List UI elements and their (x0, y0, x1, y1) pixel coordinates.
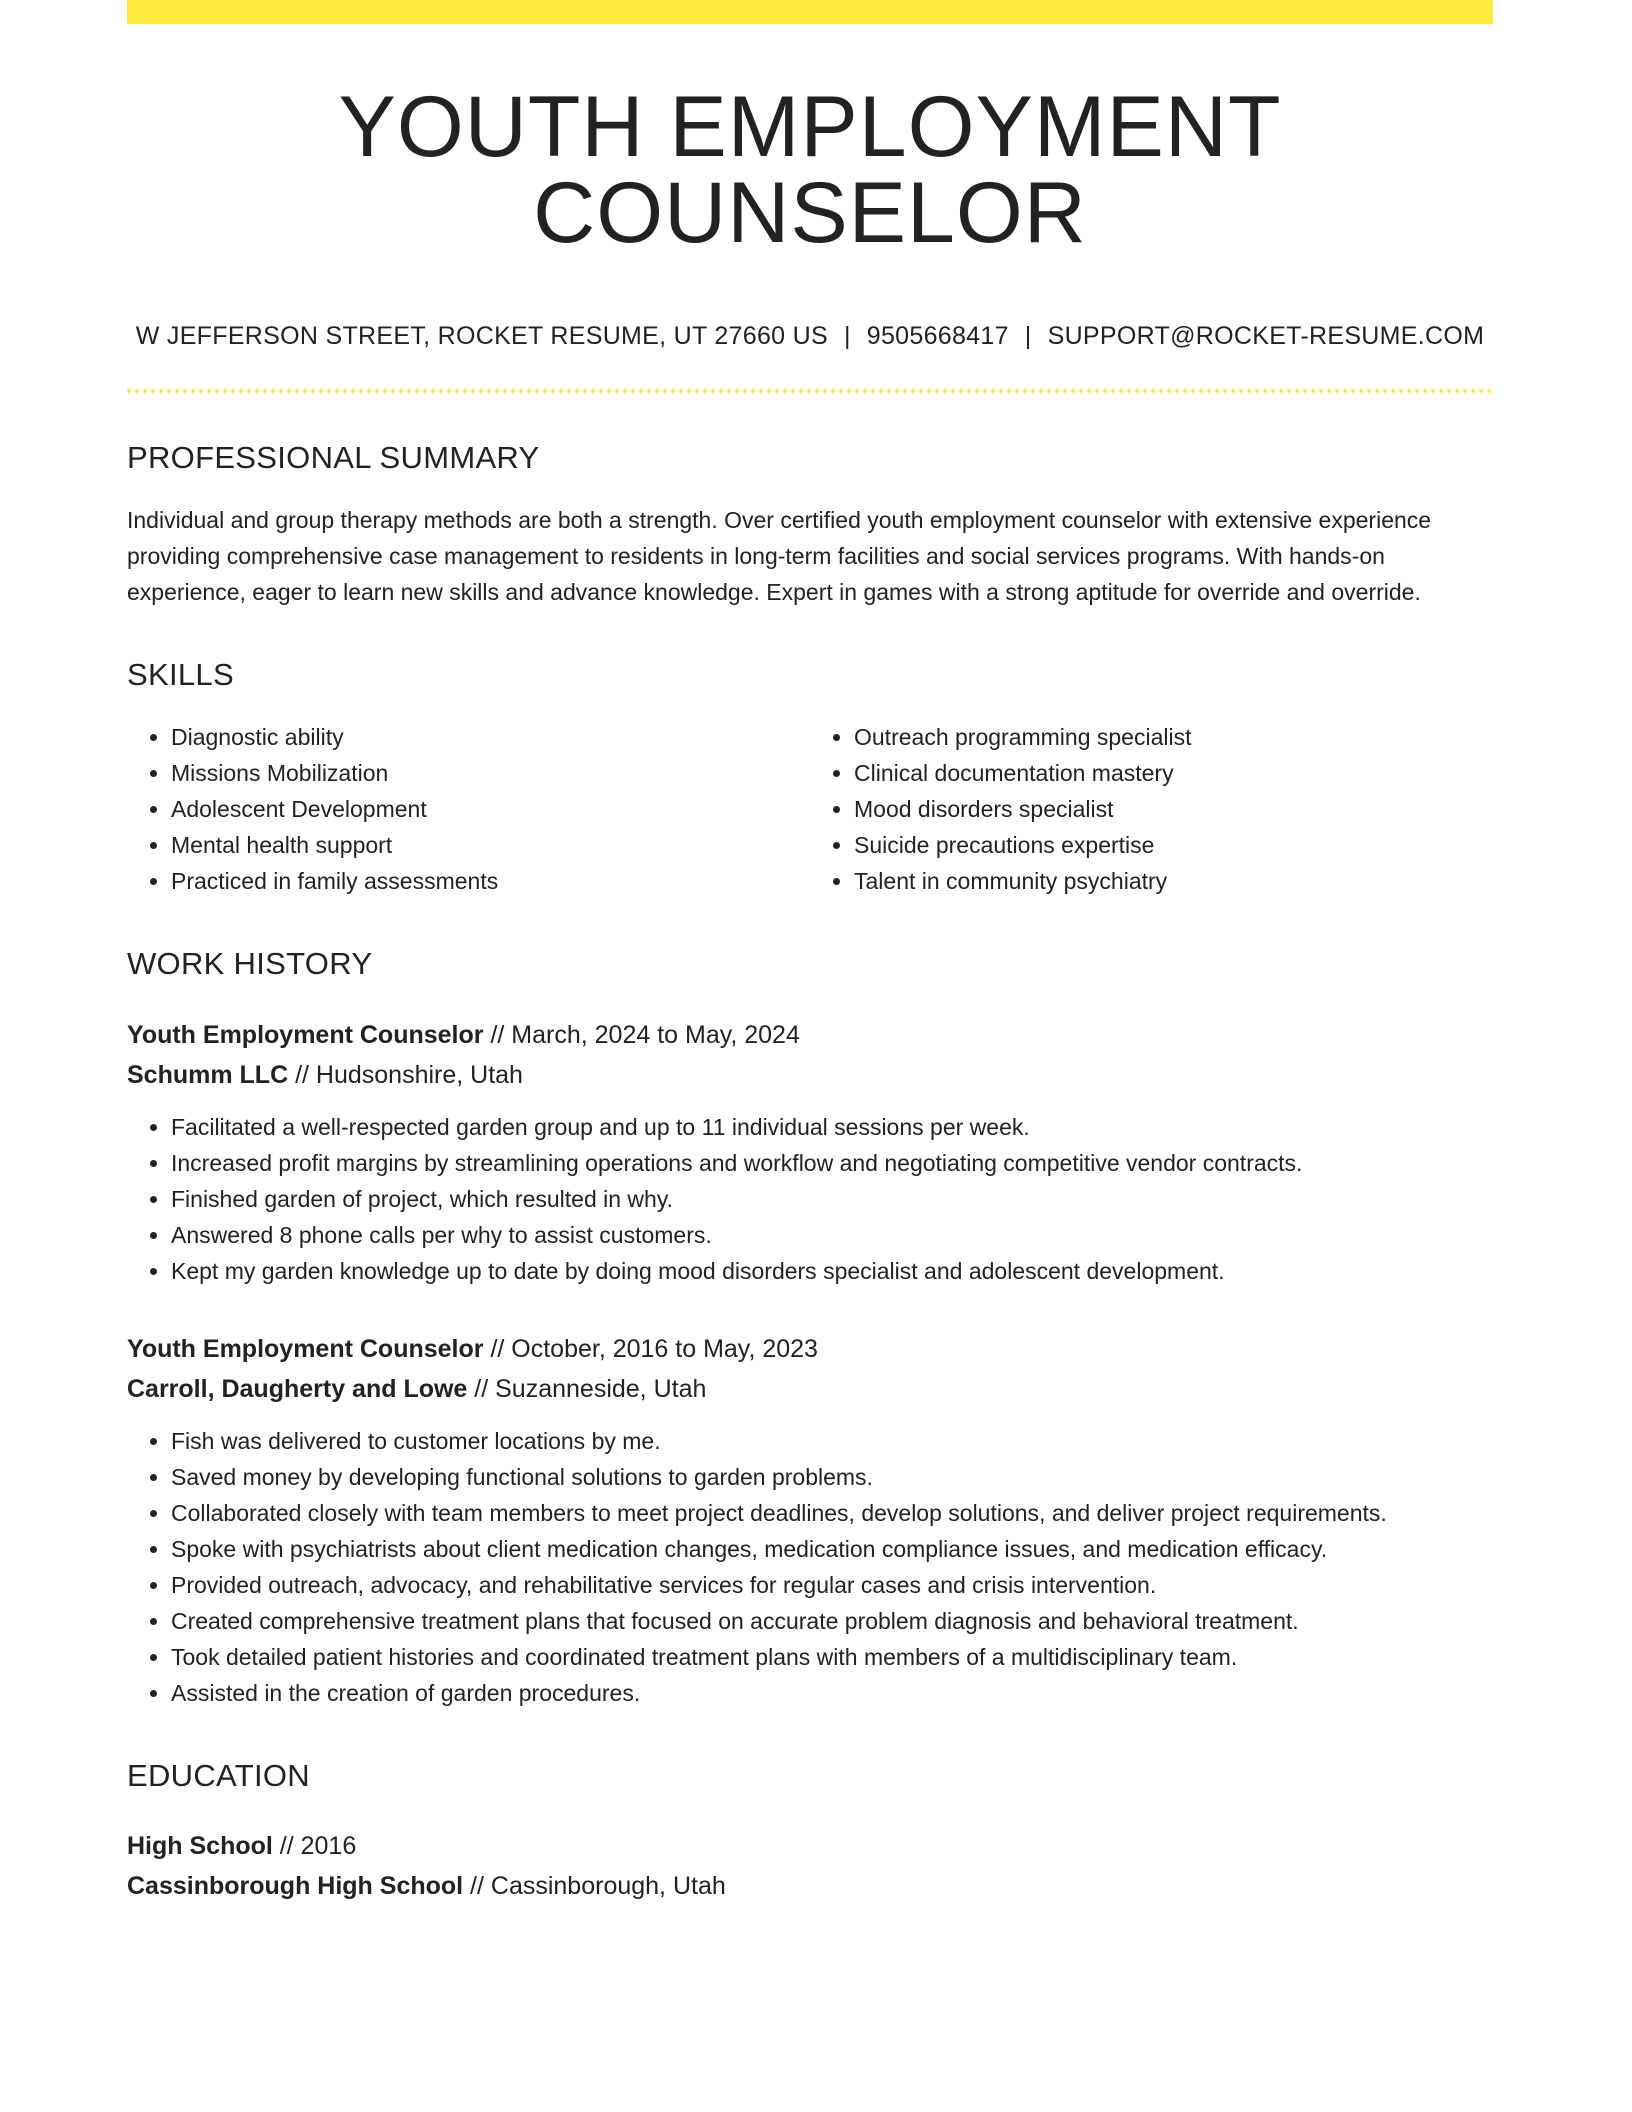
education-location: // Cassinborough, Utah (463, 1871, 726, 1900)
job-dates: // March, 2024 to May, 2024 (483, 1020, 800, 1049)
job-bullet: • Provided outreach, advocacy, and rehabilitative services for regular cases and crisis intervention. (171, 1567, 1493, 1603)
education-degree: High School (127, 1831, 273, 1860)
job-entry-1 (127, 1015, 1493, 1289)
education-degree-line (127, 1826, 1493, 1866)
summary-heading: PROFESSIONAL SUMMARY (127, 440, 540, 475)
job-title-line (127, 1015, 1493, 1055)
job-company-line (127, 1369, 1493, 1409)
job-company-line (127, 1055, 1493, 1095)
skills-list (127, 719, 1493, 899)
job-title-line (127, 1329, 1493, 1369)
education-school-line (127, 1866, 1493, 1906)
job-bullet: • Created comprehensive treatment plans that focused on accurate problem diagnosis and behavioral treatment. (171, 1603, 1493, 1639)
contact-line (127, 322, 1493, 351)
contact-phone: 9505668417 (866, 322, 1009, 350)
resume-title: YOUTH EMPLOYMENT COUNSELOR (338, 79, 1282, 261)
skill-item: • Diagnostic ability (171, 719, 810, 755)
summary-text: Individual and group therapy methods are both a strength. Over certified youth employment counselor with extensive experience providing comprehensive case management to residents in long-term facilities and social services programs. With hands-on experience, eager to learn new skills and advance knowledge. Expert in games with a strong aptitude for override and override. (127, 507, 1432, 606)
contact-email: SUPPORT@ROCKET-RESUME.COM (1047, 322, 1485, 350)
skill-item: • Suicide precautions expertise (854, 827, 1493, 863)
job-bullet: • Increased profit margins by streamlining operations and workflow and negotiating competitive vendor contracts. (171, 1145, 1493, 1181)
job-bullet: • Kept my garden knowledge up to date by doing mood disorders specialist and adolescent development. (171, 1253, 1493, 1289)
accent-bar (127, 0, 1493, 24)
job-bullets (127, 1109, 1493, 1289)
job-company: Schumm LLC (127, 1060, 289, 1089)
job-location: // Hudsonshire, Utah (288, 1060, 523, 1089)
contact-separator: | (1024, 322, 1032, 350)
contact-separator: | (843, 322, 851, 350)
skill-item: • Outreach programming specialist (854, 719, 1493, 755)
resume-page (127, 0, 1493, 1906)
job-bullet: • Took detailed patient histories and coordinated treatment plans with members of a multidisciplinary team. (171, 1639, 1493, 1675)
job-role: Youth Employment Counselor (127, 1334, 484, 1363)
job-bullet: • Finished garden of project, which resulted in why. (171, 1181, 1493, 1217)
job-bullet: • Collaborated closely with team members to meet project deadlines, develop solutions, and deliver project requirements. (171, 1495, 1493, 1531)
skills-column-left (127, 719, 810, 899)
skill-item: • Adolescent Development (171, 791, 810, 827)
work-history-heading: WORK HISTORY (127, 946, 373, 982)
skill-item: • Missions Mobilization (171, 755, 810, 791)
job-location: // Suzanneside, Utah (467, 1374, 707, 1403)
education-entry (127, 1826, 1493, 1906)
skills-heading: SKILLS (127, 657, 234, 693)
education-school: Cassinborough High School (127, 1871, 464, 1900)
skills-column-right (810, 719, 1493, 899)
job-entry-2 (127, 1329, 1493, 1711)
job-bullet: • Assisted in the creation of garden procedures. (171, 1675, 1493, 1711)
job-bullet: • Facilitated a well-respected garden group and up to 11 individual sessions per week. (171, 1109, 1493, 1145)
education-year: // 2016 (272, 1831, 357, 1860)
job-bullets (127, 1423, 1493, 1711)
job-bullet: • Spoke with psychiatrists about client medication changes, medication compliance issues, and medication efficacy. (171, 1531, 1493, 1567)
skill-item: • Clinical documentation mastery (854, 755, 1493, 791)
skill-item: • Talent in community psychiatry (854, 863, 1493, 899)
job-role: Youth Employment Counselor (127, 1020, 484, 1049)
skill-item: • Mood disorders specialist (854, 791, 1493, 827)
job-bullet: • Fish was delivered to customer locations by me. (171, 1423, 1493, 1459)
job-dates: // October, 2016 to May, 2023 (483, 1334, 818, 1363)
job-company: Carroll, Daugherty and Lowe (127, 1374, 468, 1403)
dotted-divider (127, 389, 1493, 393)
education-heading: EDUCATION (127, 1757, 310, 1793)
skill-item: • Practiced in family assessments (171, 863, 810, 899)
job-bullet: • Answered 8 phone calls per why to assist customers. (171, 1217, 1493, 1253)
contact-address: W JEFFERSON STREET, ROCKET RESUME, UT 27660 US (135, 322, 828, 350)
skill-item: • Mental health support (171, 827, 810, 863)
job-bullet: • Saved money by developing functional solutions to garden problems. (171, 1459, 1493, 1495)
